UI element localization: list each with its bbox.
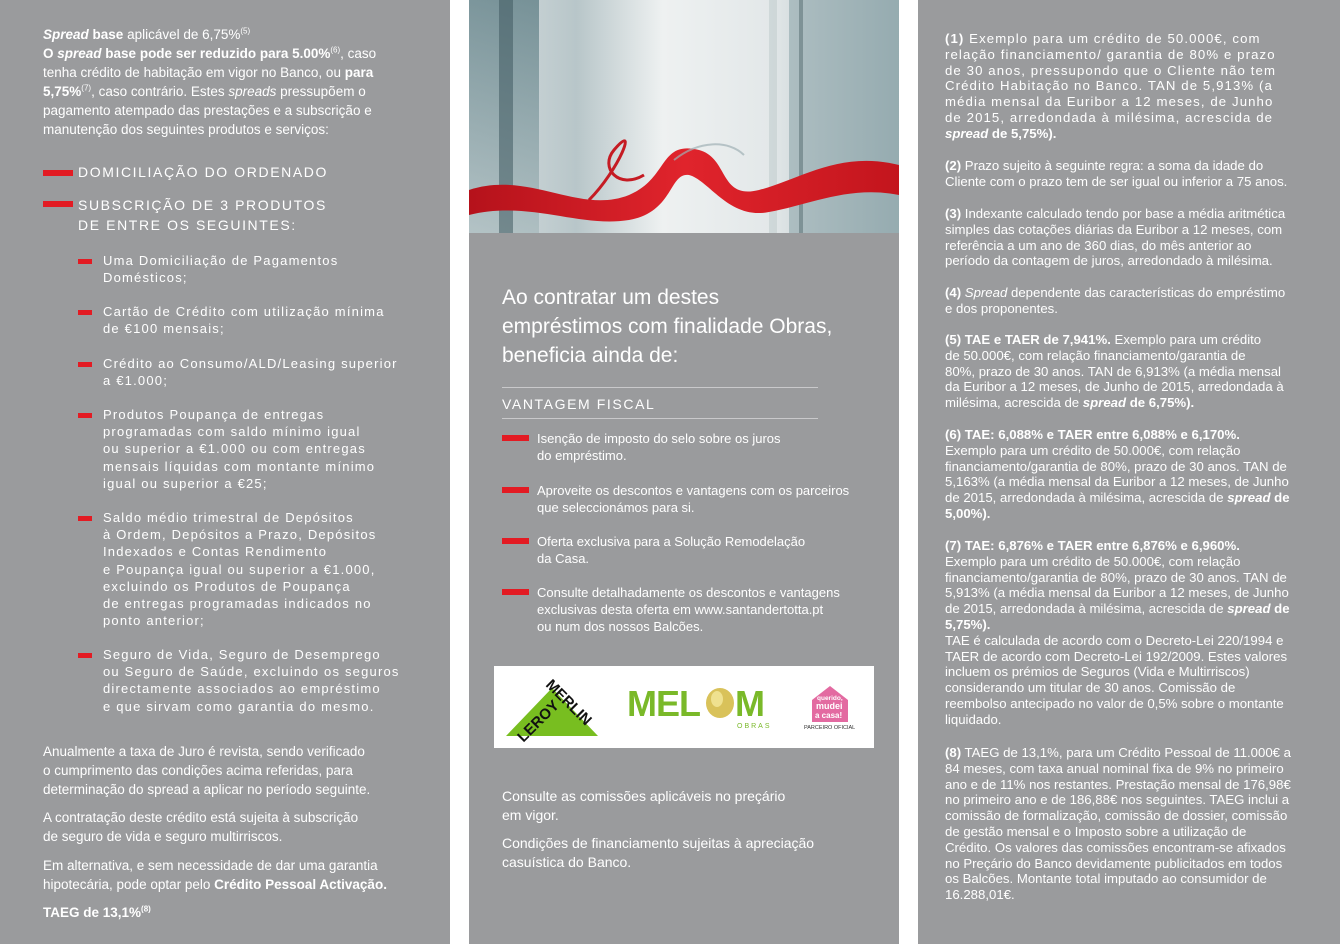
right-panel xyxy=(918,0,1340,944)
insurance-paragraph: A contratação deste crédito está sujeita à subscrição de seguro de vida e seguro multirriscos. xyxy=(43,810,359,844)
melom-text: MEL xyxy=(627,683,700,724)
product-item-line: Domésticos; xyxy=(103,270,188,286)
benefit-item-line: Oferta exclusiva para a Solução Remodelação xyxy=(537,534,806,549)
taeg-note: TAEG de 13,1%$^{(8)}$ xyxy=(43,904,151,920)
item-bullet xyxy=(78,653,92,658)
svg-text:mudei: mudei xyxy=(816,701,843,711)
footnote-5: (5) TAE e TAER de 7,941%. Exemplo para um crédito de 50.000€, com relação financiamento/garantia de 80%, prazo de 30 anos. TAN de 6,913% (a média mensal da Euribor a 12 meses, de Junho de 2015, arredondada à milésima, acrescida de spread de 6,75%). xyxy=(945,332,1284,411)
benefit-item-line: exclusivas desta oferta em www.santandertotta.pt xyxy=(537,602,824,618)
footnote-4: (4) Spread dependente das características do empréstimo e dos proponentes. xyxy=(945,285,1286,316)
footnote-8: (8) TAEG de 13,1%, para um Crédito Pessoal de 11.000€ a 84 meses, com taxa anual nominal fixa de 9% no primeiro ano e de 11% nos restantes. Prestação mensal de 176,98€ no primeiro ano e de 186,88€ nos seguintes. TAEG inclui a comissão de formalização, comissão de dossier, comissão de gestão mensal e o Imposto sobre a utilização de Crédito. Os valores das comissões encontram-se afixados no Preçário do Banco devidamente publicitados em todos os Balcões. Montante total imputado ao consumidor de 16.288,01€. xyxy=(945,745,1292,903)
partner-logos xyxy=(494,666,874,748)
alternative-paragraph: Em alternativa, e sem necessidade de dar uma garantia hipotecária, pode optar pelo Crédito Pessoal Activação. xyxy=(43,858,387,892)
item-bullet xyxy=(78,413,92,418)
benefit-item xyxy=(537,584,887,636)
condition-products: SUBSCRIÇÃO DE 3 PRODUTOS DE ENTRE OS SEGUINTES: xyxy=(78,197,327,233)
melom-subtitle: OBRAS xyxy=(737,723,772,730)
product-item-line: Uma Domiciliação de Pagamentos xyxy=(103,253,339,268)
benefit-bullet xyxy=(502,538,529,544)
left-panel xyxy=(0,0,450,944)
parceiro-oficial-label: PARCEIRO OFICIAL xyxy=(804,725,856,731)
product-item-line: Seguro de Vida, Seguro de Desemprego xyxy=(103,647,381,662)
merlin-text: MERLIN xyxy=(542,676,595,730)
product-item-line: mensais líquidas com montante mínimo xyxy=(103,458,376,474)
benefit-bullet xyxy=(502,589,529,595)
product-item-line: e que sirvam como garantia do mesmo. xyxy=(103,698,375,714)
product-item xyxy=(103,406,433,492)
footnote-6: (6) TAE: 6,088% e TAER entre 6,088% e 6,170%. Exemplo para um crédito de 50.000€, com relação financiamento/garantia de 80%, prazo de 30 anos. TAN de 5,163% (a média mensal da Euribor a 12 meses, de Junho de 2015, arredondada à milésima, acrescida de spread de 5,00%). xyxy=(945,427,1290,521)
bullet-bar xyxy=(43,201,73,207)
product-item xyxy=(103,303,433,337)
product-item-line: igual ou superior a €25; xyxy=(103,475,268,491)
leroy-text: LEROY xyxy=(514,697,563,746)
hero-image xyxy=(469,0,899,233)
footnote-3: (3) Indexante calculado tendo por base a média aritmética simples das cotações diárias da Euribor a 12 meses, com referência a um ano de 360 dias, do mês anterior ao período da contagem de juros, arredondado à milésima. xyxy=(945,206,1286,269)
review-paragraph: Anualmente a taxa de Juro é revista, sendo verificado o cumprimento das condições acima referidas, para determinação do spread a aplicar no período seguinte. xyxy=(43,744,371,797)
footnote-7: (7) TAE: 6,876% e TAER entre 6,876% e 6,960%. Exemplo para um crédito de 50.000€, com relação financiamento/garantia de 80%, prazo de 30 anos. TAN de 5,913% (a média mensal da Euribor a 12 meses, de Junho de 2015, arredondada à milésima, acrescida de spread de 5,75%). TAE é calculada de acordo com o Decreto-Lei 220/1994 e TAER de acordo com Decreto-Lei 192/2009. Estes valores incluem os prémios de Seguros (Vida e Multirriscos) considerando um titular de 30 anos. Comissão de reembolso antecipado no valor de 0,5% sobre o montante liquidado. xyxy=(945,538,1290,727)
product-item-line: directamente associados ao empréstimo xyxy=(103,681,381,697)
intro-text: Spread base aplicável de 6,75%$^{(5)}$ O spread base pode ser reduzido para 5.00%$^{(6)}$, caso tenha crédito de habitação em vigor no Banco, ou para 5,75%$^{(7)}$, caso contrário. Estes spreads pressupõem o pagamento atempado das prestações e a subscrição e manutenção dos seguintes produtos e serviços: xyxy=(43,26,377,137)
benefit-item-line: que seleccionámos para si. xyxy=(537,500,695,516)
benefit-bullet xyxy=(502,487,529,493)
divider xyxy=(502,387,818,388)
product-item-line: ponto anterior; xyxy=(103,613,205,629)
partner-logos-graphic xyxy=(494,666,874,748)
svg-text:querido,: querido, xyxy=(817,695,843,702)
svg-text:a casa!: a casa! xyxy=(815,711,843,720)
benefit-item xyxy=(537,430,887,464)
product-item-line: ou Seguro de Saúde, excluindo os seguros xyxy=(103,664,400,680)
section-title: VANTAGEM FISCAL xyxy=(502,396,656,412)
benefit-item-line: do empréstimo. xyxy=(537,448,627,464)
footnote-2: (2) Prazo sujeito à seguinte regra: a soma da idade do Cliente com o prazo tem de ser igual ou inferior a 75 anos. xyxy=(945,158,1288,189)
product-item-line: ou superior a €1.000 ou com entregas xyxy=(103,441,366,457)
conditions-note: Condições de financiamento sujeitas à apreciação casuística do Banco. xyxy=(502,835,815,870)
benefit-item-line: da Casa. xyxy=(537,551,590,567)
product-item-line: de €100 mensais; xyxy=(103,321,225,337)
item-bullet xyxy=(78,259,92,264)
middle-heading: Ao contratar um destes empréstimos com finalidade Obras, beneficia ainda de: xyxy=(502,286,833,367)
benefit-item-line: ou num dos nossos Balcões. xyxy=(537,619,704,635)
product-item-line: e Poupança igual ou superior a €1.000, xyxy=(103,561,376,577)
benefit-item xyxy=(537,533,887,567)
product-item-line: Produtos Poupança de entregas xyxy=(103,407,325,422)
footnote-1: (1) Exemplo para um crédito de 50.000€, com relação financiamento/ garantia de 80% e prazo de 30 anos, pressupondo que o Cliente não tem Crédito Habitação no Banco. TAN de 5,913% (a média mensal da Euribor a 12 meses, de Junho de 2015, arredondada à milésima, acrescida de spread de 5,75%). xyxy=(945,31,1277,141)
product-item xyxy=(103,646,433,715)
commissions-note: Consulte as comissões aplicáveis no preçário em vigor. xyxy=(502,788,786,823)
product-item-line: Cartão de Crédito com utilização mínima xyxy=(103,304,385,319)
benefit-item-line: Isenção de imposto do selo sobre os juros xyxy=(537,431,781,446)
product-item-line: excluindo os Produtos de Poupança xyxy=(103,578,351,594)
product-item-line: programadas com saldo mínimo igual xyxy=(103,424,361,440)
product-item-line: de entregas programadas indicados no xyxy=(103,596,372,612)
middle-panel xyxy=(469,0,899,944)
condition-salary: DOMICILIAÇÃO DO ORDENADO xyxy=(78,164,328,180)
item-bullet xyxy=(78,362,92,367)
product-item-line: Saldo médio trimestral de Depósitos xyxy=(103,510,354,525)
product-item xyxy=(103,252,433,286)
benefit-item-line: Consulte detalhadamente os descontos e vantagens xyxy=(537,585,840,600)
product-item-line: a €1.000; xyxy=(103,373,169,389)
benefit-bullet xyxy=(502,435,529,441)
product-item xyxy=(103,355,433,389)
product-item-line: Indexados e Contas Rendimento xyxy=(103,544,328,560)
melom-text-end: M xyxy=(735,683,765,724)
benefit-item xyxy=(537,482,887,516)
product-item-line: à Ordem, Depósitos a Prazo, Depósitos xyxy=(103,527,377,543)
ribbon-photo xyxy=(469,0,899,233)
benefit-item-line: Aproveite os descontos e vantagens com os parceiros xyxy=(537,483,850,498)
product-item xyxy=(103,509,433,629)
item-bullet xyxy=(78,310,92,315)
item-bullet xyxy=(78,516,92,521)
product-item-line: Crédito ao Consumo/ALD/Leasing superior xyxy=(103,356,398,371)
divider xyxy=(502,418,818,419)
bullet-bar xyxy=(43,170,73,176)
